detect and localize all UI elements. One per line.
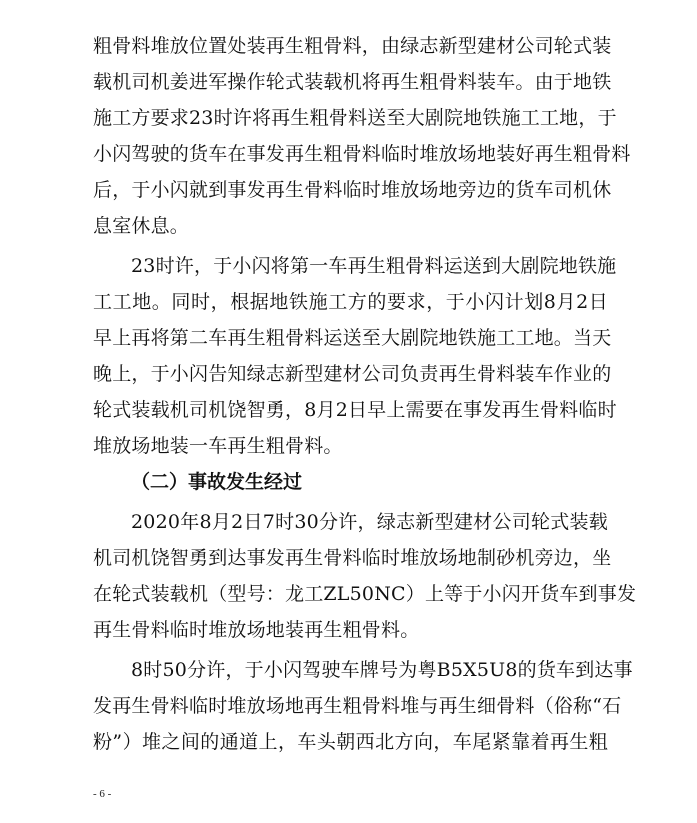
text-line: 后，于小闪就到事发再生骨料临时堆放场地旁边的货车司机休	[93, 179, 612, 201]
text-line: 机司机饶智勇到达事发再生骨料临时堆放场地制砂机旁边，坐	[93, 547, 612, 569]
text-line: 载机司机姜进军操作轮式装载机将再生粗骨料装车。由于地铁	[93, 71, 612, 93]
text-line: 施工方要求23时许将再生粗骨料送至大剧院地铁施工工地，于	[93, 107, 617, 129]
text-line: 堆放场地装一车再生粗骨料。	[93, 435, 343, 457]
text-line: 再生骨料临时堆放场地装再生粗骨料。	[93, 619, 420, 641]
text-line: 小闪驾驶的货车在事发再生粗骨料临时堆放场地装好再生粗骨料	[93, 143, 631, 165]
section-heading: （二）事故发生经过	[131, 471, 303, 493]
text-line: 粉”）堆之间的通道上，车头朝西北方向，车尾紧靠着再生粗	[93, 731, 608, 753]
text-line: 工工地。同时，根据地铁施工方的要求，于小闪计划8月2日	[93, 291, 608, 313]
text-line: 在轮式装载机（型号：龙工ZL50NC）上等于小闪开货车到事发	[93, 583, 637, 605]
text-line: 发再生骨料临时堆放场地再生粗骨料堆与再生细骨料（俗称“石	[93, 695, 622, 717]
text-line: 晚上，于小闪告知绿志新型建材公司负责再生骨料装车作业的	[93, 363, 612, 385]
text-line: 粗骨料堆放位置处装再生粗骨料，由绿志新型建材公司轮式装	[93, 35, 612, 57]
text-line: 8时50分许，于小闪驾驶车牌号为粤B5X5U8的货车到达事	[131, 659, 633, 681]
page-number: - 6 -	[93, 788, 112, 800]
text-line: 2020年8月2日7时30分许，绿志新型建材公司轮式装载	[131, 511, 608, 533]
text-line: 轮式装载机司机饶智勇，8月2日早上需要在事发再生骨料临时	[93, 399, 617, 421]
text-line: 息室休息。	[93, 215, 190, 237]
text-line: 23时许，于小闪将第一车再生粗骨料运送到大剧院地铁施	[131, 255, 617, 277]
text-line: 早上再将第二车再生粗骨料运送至大剧院地铁施工工地。当天	[93, 327, 612, 349]
